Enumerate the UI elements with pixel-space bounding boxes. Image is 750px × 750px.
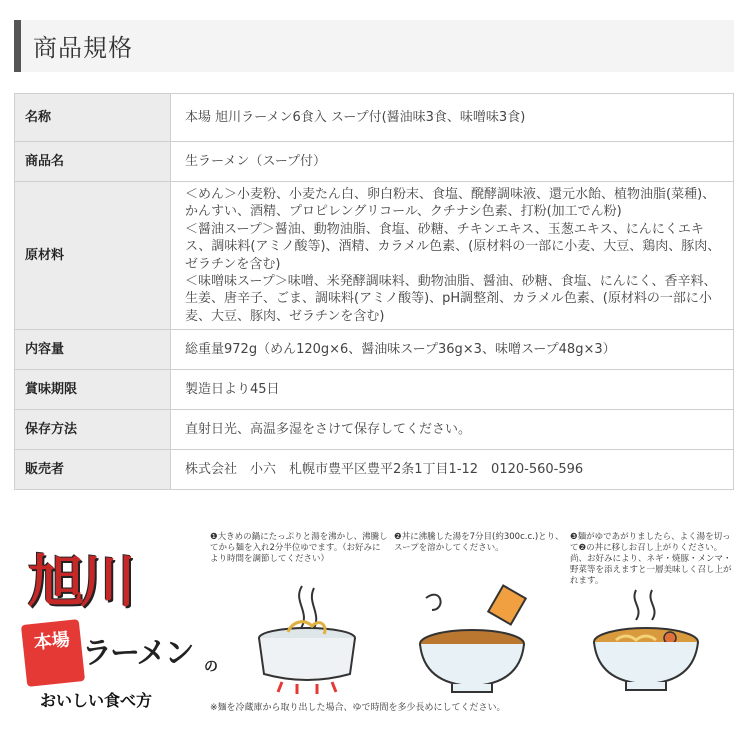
spec-value: ＜めん＞小麦粉、小麦たん白、卵白粉末、食塩、醗酵調味液、還元水飴、植物油脂(菜種)、かんすい、酒精、プロピレングリコール、クチナシ色素、打粉(加工でん粉) ＜醤油スープ＞醤油、動物油脂、食塩、砂糖、チキンエキス、玉葱エキス、にんにくエキス、調味料(アミノ酸等)、酒精、カラメル色素、(原材料の一部に小麦、大豆、鶏肉、豚肉、ゼラチンを含む) ＜味噌味スープ＞味噌、米発酵調味料、動物油脂、醤油、砂糖、食塩、にんにく、香辛料、生姜、唐辛子、ごま、調味料(アミノ酸等)、pH調整剤、カラメル色素、(原材料の一部に小麦、大豆、豚肉、ゼラチンを含む) [171, 182, 734, 330]
section-title: 商品規格 [33, 34, 133, 62]
spec-table [14, 93, 734, 490]
spec-value: 生ラーメン（スープ付） [171, 142, 734, 182]
spec-value: 株式会社 小六 札幌市豊平区豊平2条1丁目1-12 0120-560-596 [171, 450, 734, 490]
step-3-text: ❸麺がゆであがりましたら、よく湯を切って❷の丼に移しお召し上がりください。尚、お好みにより、ネギ・焼豚・メンマ・野菜等を添えますと一層美味しく召し上がれます。 [570, 532, 732, 586]
logo-no-text: の [204, 659, 218, 675]
spec-label: 賞味期限 [15, 370, 171, 410]
logo-subtitle: おいしい食べ方 [40, 691, 153, 710]
logo-kanji: 旭川 [28, 549, 132, 615]
spec-label: 保存方法 [15, 410, 171, 450]
spec-label: 商品名 [15, 142, 171, 182]
logo-ramen-text: ラーメン [82, 636, 193, 671]
step-2-text: ❷丼に沸騰した湯を7分目(約300c.c.)とり、スープを溶かしてください。 [394, 532, 564, 553]
spec-row [15, 370, 734, 410]
spec-row [15, 330, 734, 370]
preparation-banner [14, 520, 734, 730]
logo-honba-badge: 本場 [21, 619, 85, 687]
spec-value: 製造日より45日 [171, 370, 734, 410]
ramen-logo [20, 528, 216, 726]
spec-row [15, 410, 734, 450]
spec-label: 内容量 [15, 330, 171, 370]
bowl-soup-icon [412, 580, 532, 696]
spec-row [15, 182, 734, 330]
spec-value: 総重量972g（めん120g×6、醤油味スープ36g×3、味噌スープ48g×3） [171, 330, 734, 370]
step-1-text: ❶大きめの鍋にたっぷりと湯を沸かし、沸騰してから麺を入れ2分半位ゆでます。（お好みにより時間を調節してください） [210, 532, 388, 564]
cooking-note: ※麺を冷蔵庫から取り出した場合、ゆで時間を多少長めにしてください。 [210, 703, 506, 713]
spec-row [15, 142, 734, 182]
spec-row [15, 450, 734, 490]
spec-label: 販売者 [15, 450, 171, 490]
spec-value: 本場 旭川ラーメン6食入 スープ付(醤油味3食、味噌味3食) [171, 94, 734, 142]
section-header [14, 20, 734, 72]
spec-value: 直射日光、高温多湿をさけて保存してください。 [171, 410, 734, 450]
boiling-pot-icon [242, 582, 372, 694]
spec-label: 原材料 [15, 182, 171, 330]
spec-label: 名称 [15, 94, 171, 142]
spec-row [15, 94, 734, 142]
ramen-bowl-icon [586, 586, 706, 696]
